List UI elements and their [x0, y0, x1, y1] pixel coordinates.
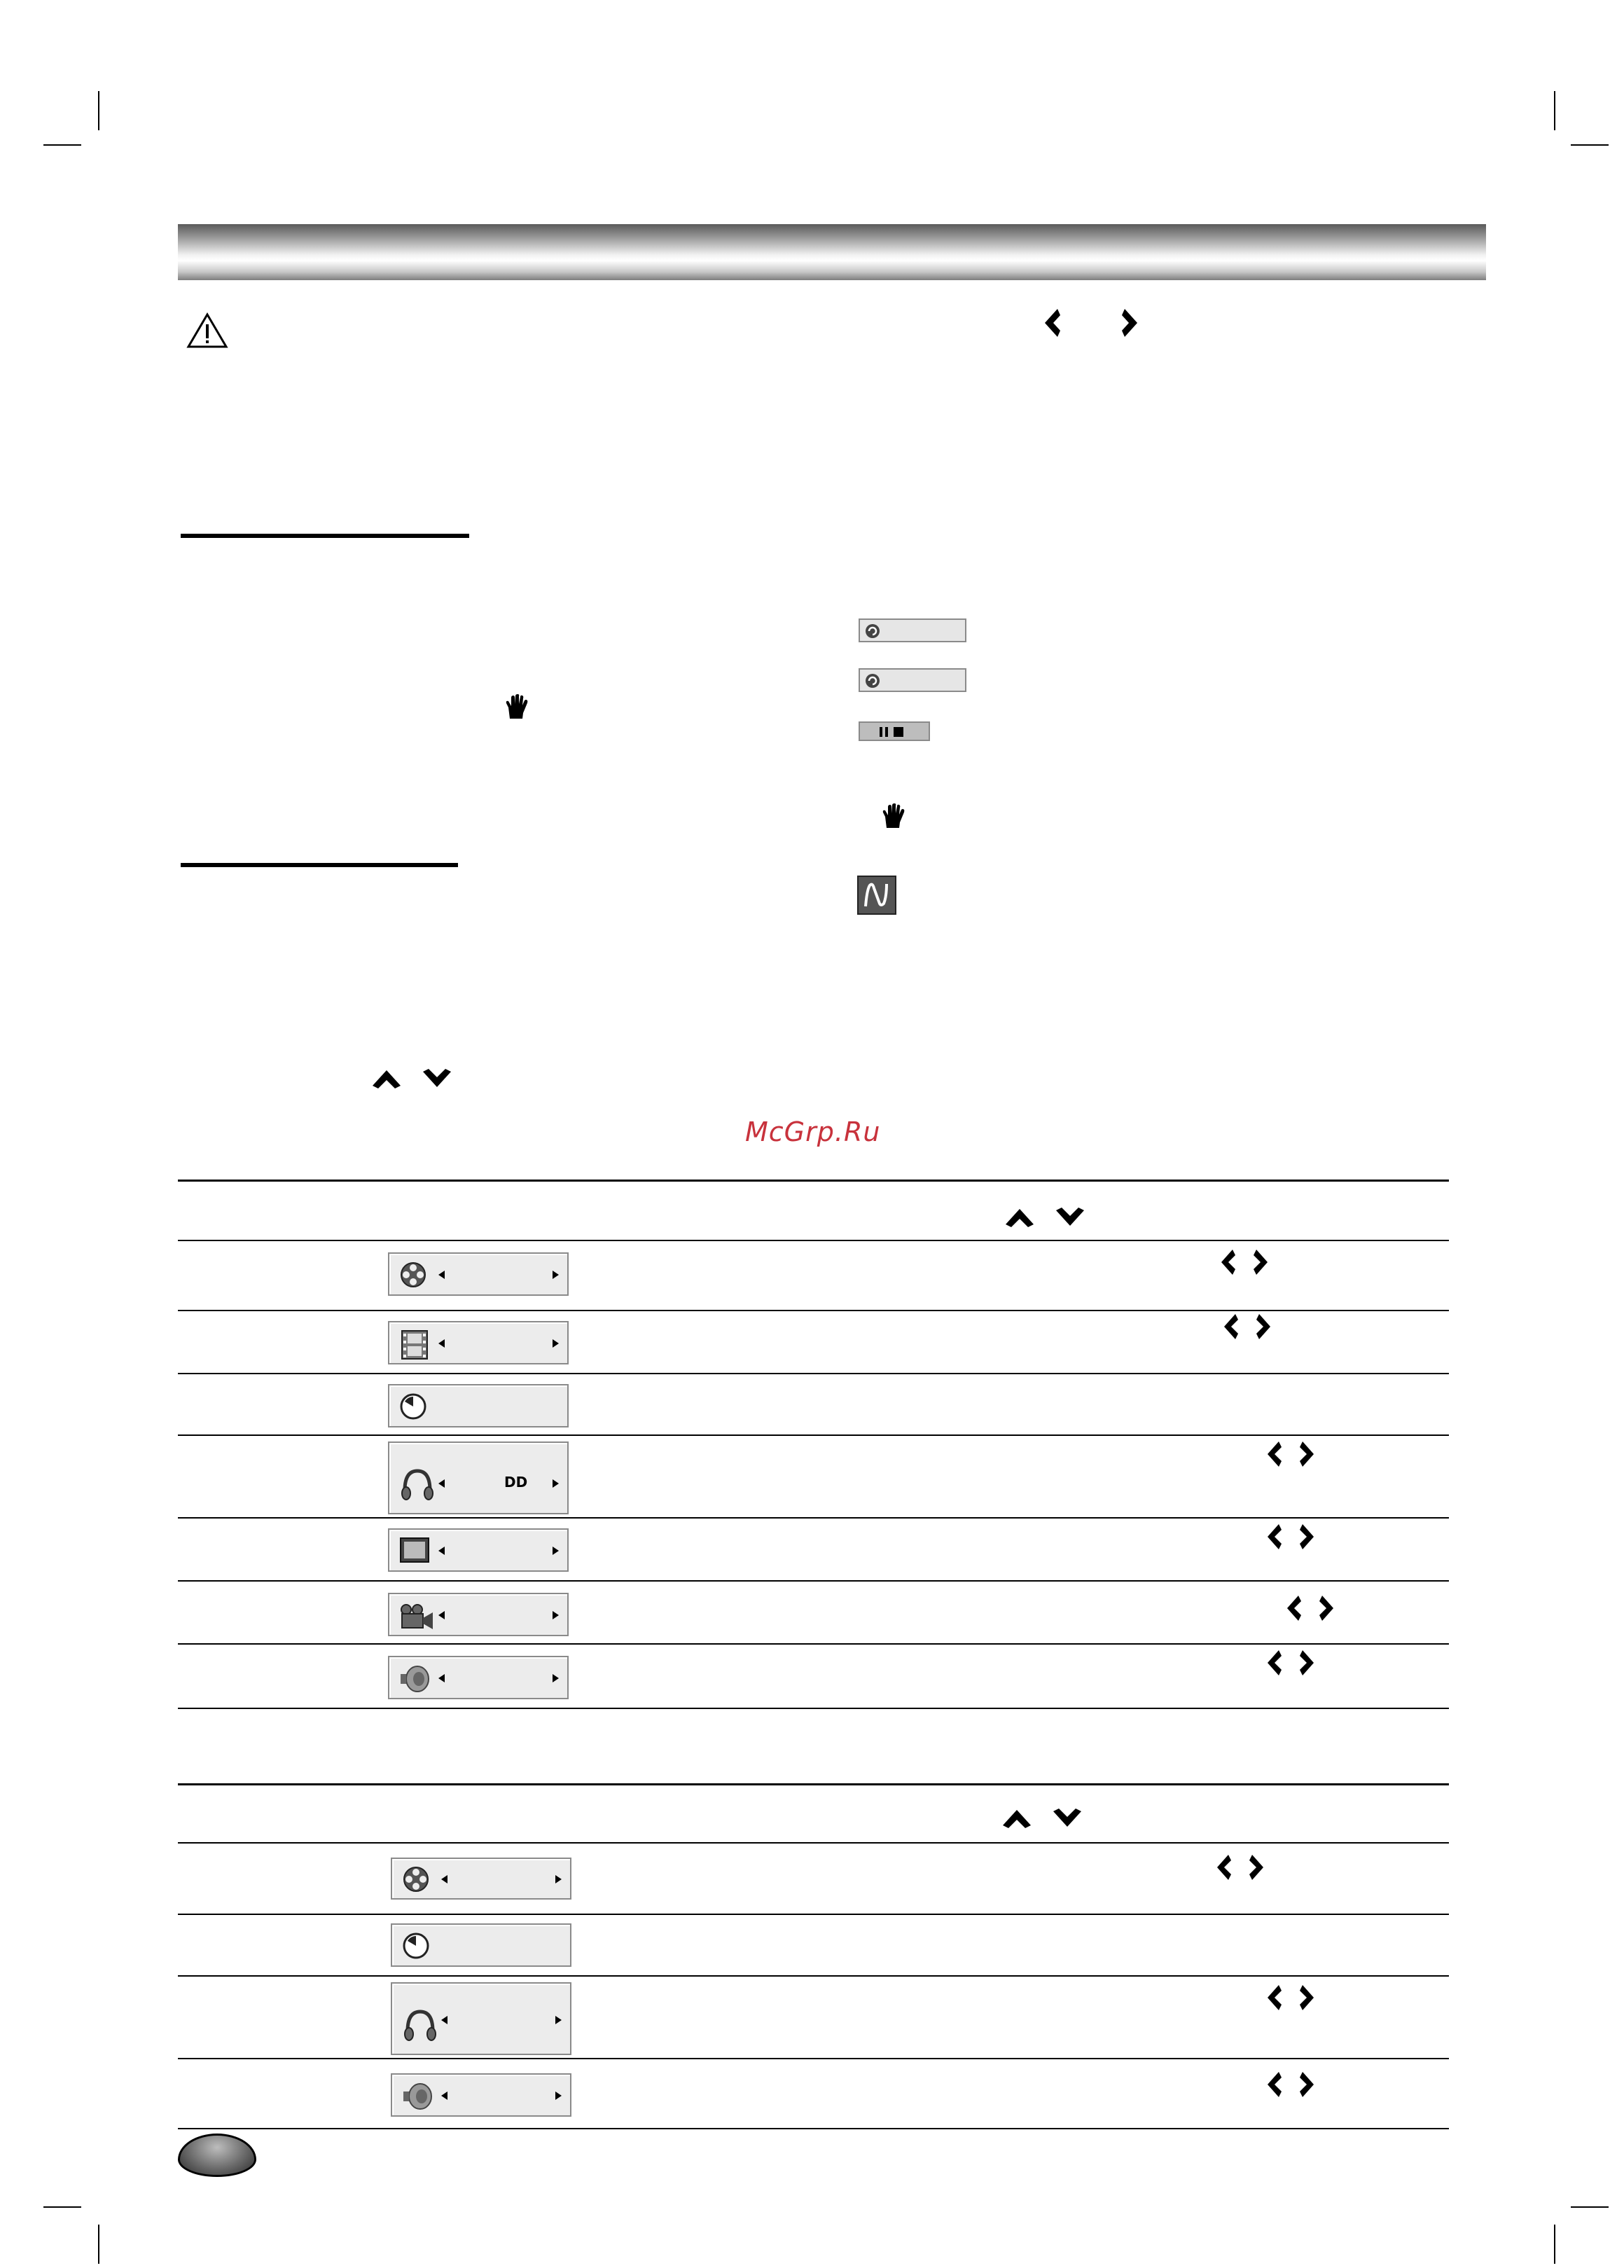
left-right-arrow-icon: [1265, 1647, 1317, 1678]
crop-mark: [1571, 144, 1609, 146]
up-down-arrow-icon: [1001, 1206, 1090, 1230]
time-osd: [391, 1923, 571, 1967]
crop-mark: [1554, 2225, 1555, 2264]
resume-indicator-bar: [859, 618, 966, 642]
table-rule: [178, 1180, 1449, 1182]
title-osd: [391, 1858, 571, 1900]
left-right-arrow-icon: [1265, 1982, 1317, 2013]
table-rule: [178, 1783, 1449, 1785]
up-down-arrow-icon: [368, 1067, 457, 1091]
table-rule: [178, 1708, 1449, 1709]
left-right-arrow-icon: [1284, 1593, 1336, 1624]
subtitle-osd: [388, 1528, 569, 1572]
up-down-arrow-icon: [999, 1807, 1087, 1831]
title-osd: [388, 1252, 569, 1296]
camera-icon: [399, 1603, 436, 1631]
crop-mark: [98, 2225, 99, 2264]
headphones-icon: [402, 2007, 438, 2042]
time-osd: [388, 1384, 569, 1427]
rotate-arrow-icon: [864, 672, 881, 689]
headphones-icon: [399, 1467, 436, 1502]
section-rule: [181, 863, 458, 867]
sound-osd: [388, 1656, 569, 1699]
warning-triangle-icon: [186, 312, 228, 349]
table-rule: [178, 1914, 1449, 1915]
crop-mark: [1571, 2206, 1609, 2208]
page-number-tab: [178, 2134, 256, 2177]
crop-mark: [43, 144, 81, 146]
table-rule: [178, 1240, 1449, 1241]
clock-icon: [399, 1392, 427, 1420]
table-rule: [178, 1580, 1449, 1582]
table-rule: [178, 1842, 1449, 1844]
speaker-icon: [399, 1664, 431, 1694]
watermark-text: McGrp.Ru: [745, 1116, 881, 1147]
crop-mark: [43, 2206, 81, 2208]
left-right-arrow-icon: [1265, 1521, 1317, 1552]
table-rule: [178, 1517, 1449, 1519]
table-rule: [178, 2058, 1449, 2059]
left-right-arrow-icon: [1265, 1439, 1317, 1470]
left-right-arrow-icon: [1221, 1311, 1273, 1342]
audio-osd: [388, 1441, 569, 1514]
angle-osd: [388, 1593, 569, 1636]
hand-icon: [504, 693, 529, 720]
sound-osd: [391, 2073, 571, 2117]
dolby-digital-icon: DD: [504, 1474, 528, 1491]
note-n-icon: [857, 876, 896, 915]
hand-icon: [881, 803, 906, 829]
chapter-osd: [388, 1321, 569, 1364]
film-strip-icon: [399, 1329, 430, 1360]
table-rule: [178, 1975, 1449, 1977]
speaker-icon: [402, 2082, 434, 2111]
film-reel-icon: [402, 1865, 430, 1893]
table-rule: [178, 1373, 1449, 1374]
section-header-bar: [178, 224, 1486, 280]
film-reel-icon: [399, 1261, 427, 1289]
crop-mark: [1554, 91, 1555, 130]
left-right-arrow-icon: [1219, 1247, 1270, 1278]
pause-stop-indicator-bar: [859, 721, 930, 741]
left-right-arrow-icon: [1042, 305, 1140, 340]
table-rule: [178, 1434, 1449, 1436]
table-rule: [178, 2128, 1449, 2129]
pause-stop-icon: [880, 727, 908, 737]
left-right-arrow-icon: [1214, 1852, 1266, 1883]
crop-mark: [98, 91, 99, 130]
rotate-arrow-icon: [864, 623, 881, 639]
resume-indicator-bar: [859, 668, 966, 692]
audio-osd: [391, 1982, 571, 2055]
table-rule: [178, 1643, 1449, 1645]
monitor-icon: [399, 1537, 430, 1565]
left-right-arrow-icon: [1265, 2069, 1317, 2100]
section-rule: [181, 534, 469, 538]
clock-icon: [402, 1932, 430, 1960]
